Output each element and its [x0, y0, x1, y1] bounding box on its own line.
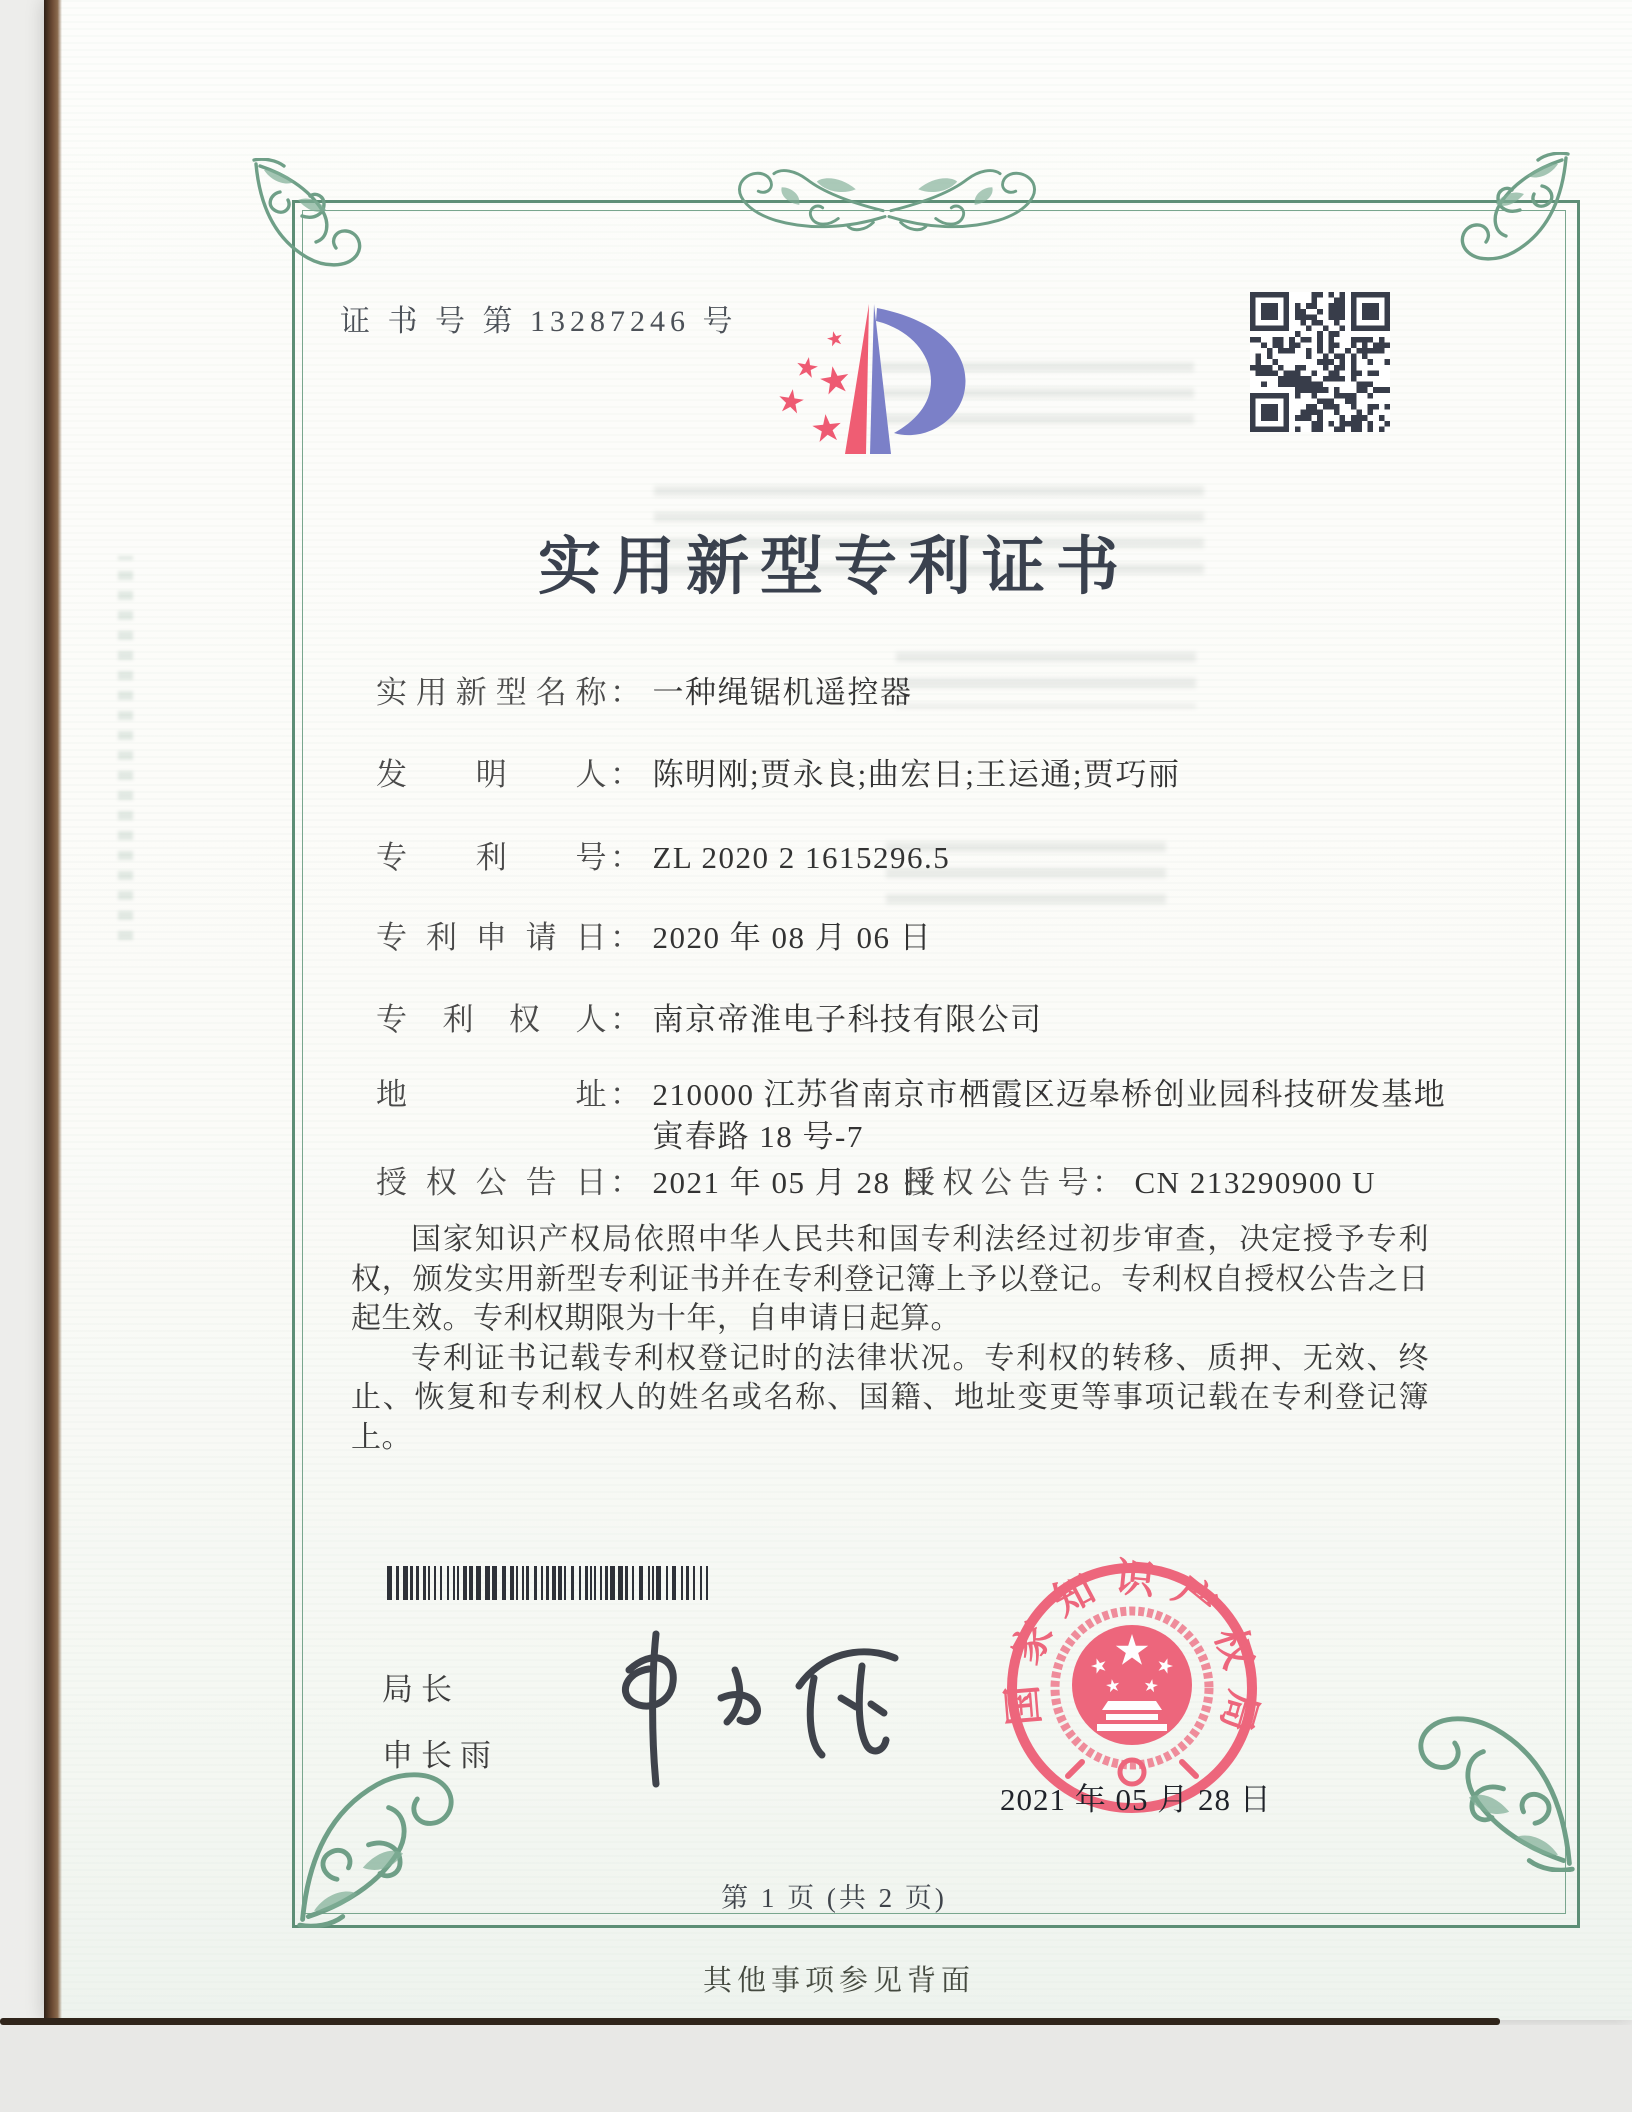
seal-date: 2021 年 05 月 28 日 [1000, 1782, 1272, 1817]
field-row-utility-model-name [376, 672, 913, 714]
field-row-inventors [376, 754, 1180, 796]
field-label: 专利申请日 [376, 920, 608, 955]
field-row-grant-date [376, 1162, 1466, 1204]
field-row-patentee [376, 999, 1043, 1041]
field-value: CN 213290900 U [1134, 1165, 1376, 1200]
field-label: 实用新型名称 [376, 675, 608, 710]
field-label: 发明人 [376, 757, 608, 792]
field-label: 专利号 [376, 840, 608, 875]
field-value: 2021 年 05 月 28 日 [652, 1165, 933, 1200]
field-label: 授权公告号 [904, 1165, 1090, 1200]
field-colon: ： [610, 757, 643, 792]
field-value [653, 1074, 1447, 1158]
paper-left-edge [44, 0, 62, 2022]
field-grant-number [904, 1162, 1376, 1204]
shen-changyu-signature-icon [559, 1612, 929, 1802]
commissioner-name: 申长雨 [382, 1738, 499, 1773]
legal-paragraph-1: 国家知识产权局依照中华人民共和国专利法经过初步审查，决定授予专利权，颁发实用新型专利证书并在专利登记簿上予以登记。专利权自授权公告之日起生效。专利权期限为十年，自申请日起算。 [351, 1223, 1429, 1335]
cnipa-patent-logo-icon [724, 282, 984, 482]
field-colon: ： [610, 840, 643, 875]
certificate-title: 实用新型专利证书 [538, 532, 1130, 602]
field-value: 一种绳锯机遥控器 [652, 675, 913, 710]
field-colon: ： [610, 675, 643, 710]
legal-text [351, 1220, 1429, 1457]
legal-paragraph-2: 专利证书记载专利权登记时的法律状况。专利权的转移、质押、无效、终止、恢复和专利权人的姓名或名称、国籍、地址变更等事项记载在专利登记簿上。 [351, 1341, 1429, 1454]
page-number: 第 1 页 (共 2 页) [721, 1883, 947, 1913]
address-line1: 210000 江苏省南京市栖霞区迈皋桥创业园科技研发基地 [652, 1077, 1447, 1112]
field-value: ZL 2020 2 1615296.5 [652, 840, 951, 875]
field-value: 陈明刚;贾永良;曲宏日;王运通;贾巧丽 [652, 757, 1181, 792]
field-label: 专利权人 [376, 1002, 608, 1037]
seal-text: 国家知识产权局 [998, 1554, 1267, 1752]
field-label: 授权公告日 [376, 1165, 608, 1200]
field-colon: ： [610, 1077, 643, 1112]
field-row-filing-date [376, 917, 932, 959]
field-value: 2020 年 08 月 06 日 [652, 920, 933, 955]
field-row-address [376, 1074, 1446, 1158]
qr-code-icon [1250, 292, 1390, 432]
paper-bottom-edge [0, 2018, 1500, 2025]
certificate-paper [44, 0, 1632, 2020]
field-value: 南京帝淮电子科技有限公司 [652, 1002, 1043, 1037]
address-line2: 寅春路 18 号-7 [652, 1119, 864, 1154]
field-label: 地址 [376, 1077, 608, 1112]
field-row-patent-number [376, 837, 950, 879]
field-colon: ： [1092, 1165, 1125, 1200]
commissioner-title: 局长 [382, 1672, 460, 1707]
bleed-through-margin-text [118, 556, 133, 940]
field-colon: ： [610, 1002, 643, 1037]
field-colon: ： [610, 1165, 643, 1200]
certificate-number: 证 书 号 第 13287246 号 [340, 305, 738, 338]
photo-backdrop [0, 2025, 1632, 2112]
back-side-note: 其他事项参见背面 [702, 1965, 975, 1997]
barcode-icon [387, 1566, 713, 1600]
field-colon: ： [610, 920, 643, 955]
